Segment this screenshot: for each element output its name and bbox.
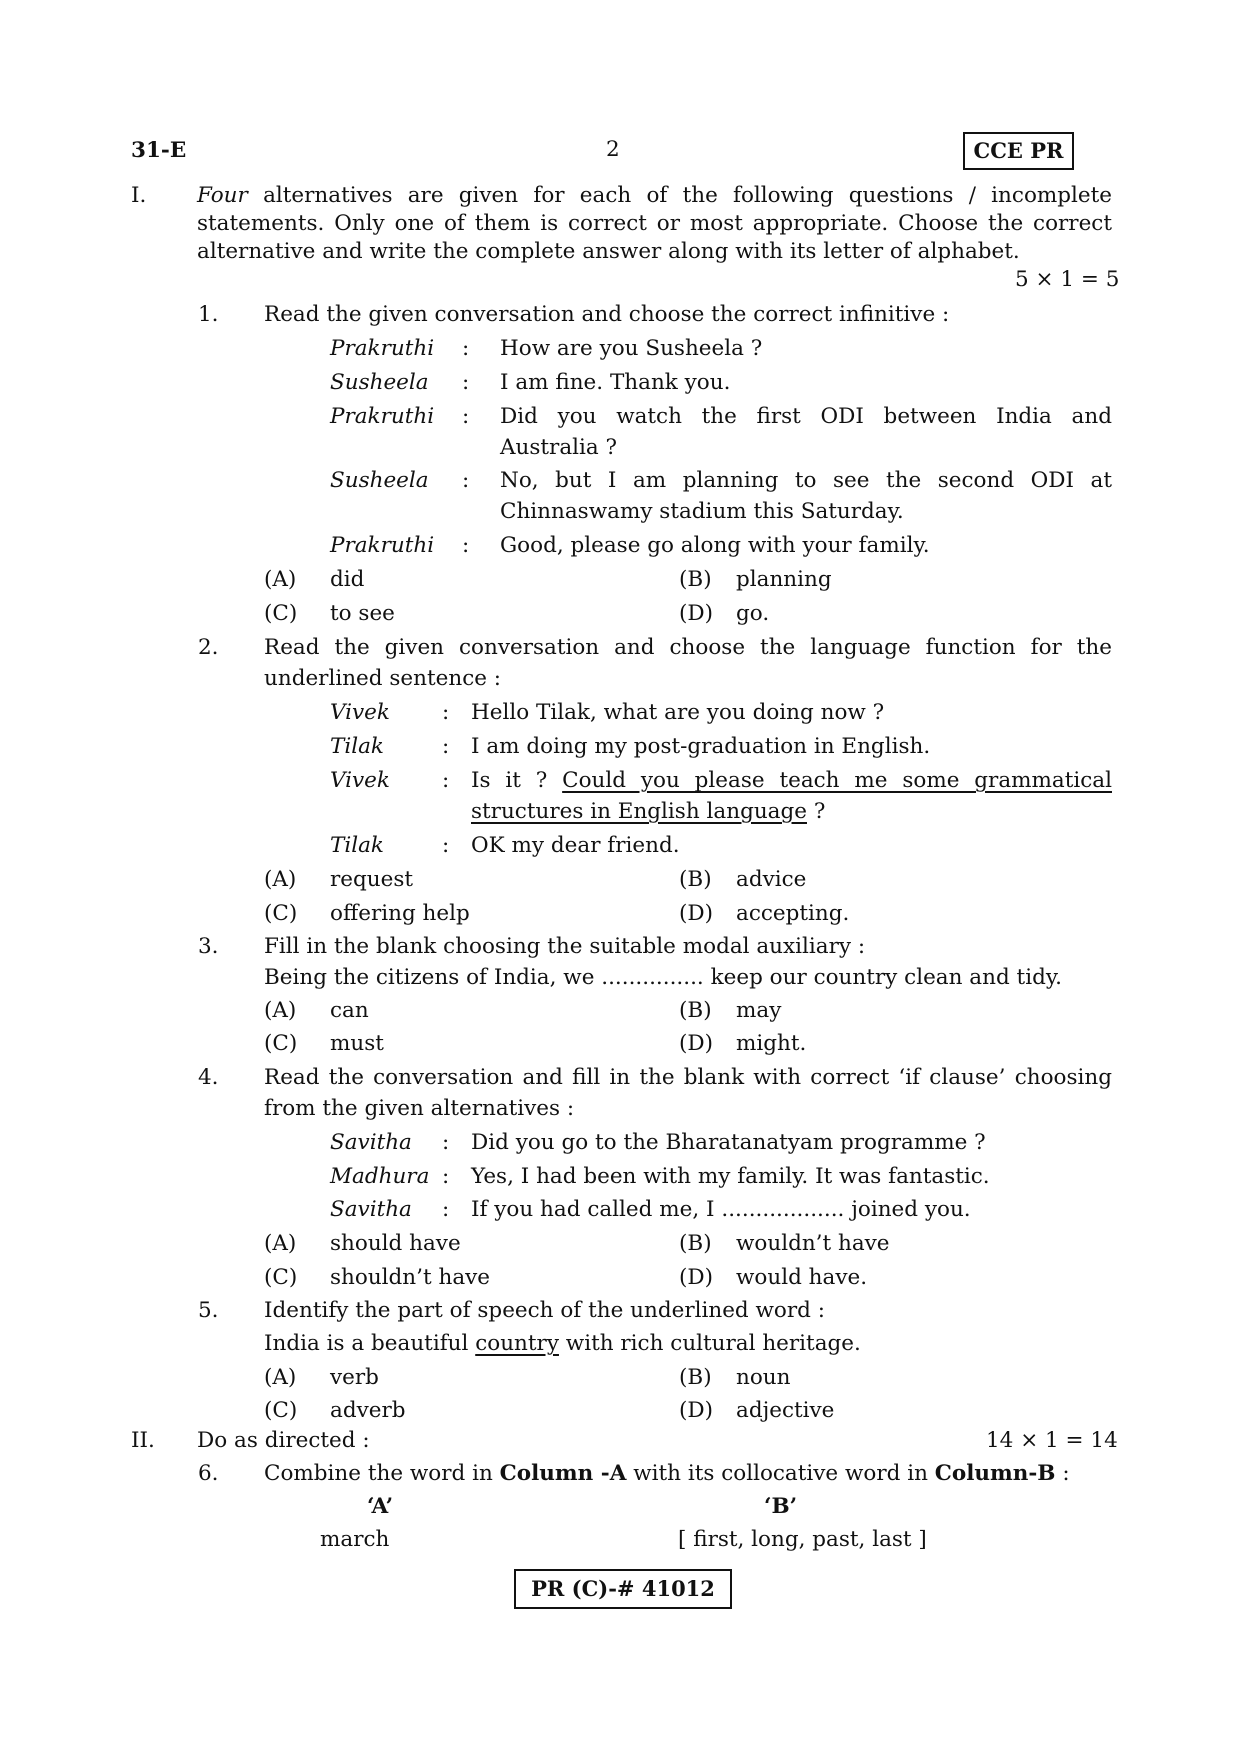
q1-colon: :: [462, 404, 470, 429]
section-1-marks: 5 × 1 = 5: [1015, 267, 1120, 292]
q1-stem: Read the given conversation and choose the correct infinitive :: [264, 302, 950, 327]
q1-option-d-letter: (D): [679, 601, 714, 626]
q3-stem: Fill in the blank choosing the suitable modal auxiliary :: [264, 934, 866, 959]
q4-speaker: Savitha: [330, 1197, 412, 1222]
q5-option-a: verb: [330, 1365, 379, 1390]
q3-option-b: may: [736, 998, 782, 1023]
q1-speaker: Susheela: [330, 468, 429, 493]
q2-stem-line-2: underlined sentence :: [264, 666, 502, 691]
q1-number: 1.: [198, 302, 219, 327]
q5-option-d: adjective: [736, 1398, 835, 1423]
instruction-line-2: statements. Only one of them is correct or most appropriate. Choose the correct: [197, 211, 1112, 236]
q6-stem-part-1: Combine the word in: [264, 1461, 500, 1486]
column-b-label: Column-B: [934, 1461, 1056, 1486]
q4-line: Yes, I had been with my family. It was fantastic.: [471, 1164, 990, 1189]
q3-option-c-letter: (C): [264, 1031, 298, 1056]
q4-line: If you had called me, I .................. joined you.: [471, 1197, 971, 1222]
q2-option-a: request: [330, 867, 414, 892]
page-number: 2: [606, 137, 620, 162]
q4-option-d: would have.: [736, 1265, 868, 1290]
q5-option-c-letter: (C): [264, 1398, 298, 1423]
section-2-title: Do as directed :: [197, 1428, 370, 1453]
q1-line: I am fine. Thank you.: [500, 370, 731, 395]
q5-option-b-letter: (B): [679, 1365, 712, 1390]
q1-line: Did you watch the first ODI between India and: [500, 404, 1112, 429]
q2-option-c: offering help: [330, 901, 470, 926]
footer-code: PR (C)-# 41012: [514, 1569, 732, 1609]
q4-option-b-letter: (B): [679, 1231, 712, 1256]
q2-underlined-part-1: Could you please teach me some grammatical: [562, 768, 1112, 793]
q6-stem: [264, 1461, 1070, 1486]
q4-option-c-letter: (C): [264, 1265, 298, 1290]
q2-line: I am doing my post-graduation in English.: [471, 734, 931, 759]
column-b-header: ‘B’: [764, 1494, 798, 1519]
q2-option-b-letter: (B): [679, 867, 712, 892]
q2-number: 2.: [198, 635, 219, 660]
q4-stem-line-2: from the given alternatives :: [264, 1096, 575, 1121]
q1-line-cont: Australia ?: [500, 435, 618, 460]
column-a-header: ‘A’: [367, 1494, 394, 1519]
column-a-word: march: [320, 1527, 390, 1552]
q2-underlined-part-2: structures in English language: [471, 799, 807, 824]
instruction-italic: Four: [197, 183, 248, 208]
q4-line: Did you go to the Bharatanatyam programme ?: [471, 1130, 986, 1155]
q5-sentence-post: with rich cultural heritage.: [558, 1331, 861, 1356]
q3-option-b-letter: (B): [679, 998, 712, 1023]
q1-speaker: Prakruthi: [330, 336, 435, 361]
q1-line: No, but I am planning to see the second ODI at: [500, 468, 1112, 493]
q5-sentence: [264, 1331, 861, 1356]
column-b-choices: [ first, long, past, last ]: [678, 1527, 927, 1552]
q4-number: 4.: [198, 1065, 219, 1090]
q4-speaker: Savitha: [330, 1130, 412, 1155]
q4-option-b: wouldn’t have: [736, 1231, 890, 1256]
q2-speaker: Tilak: [330, 734, 384, 759]
q2-line: Hello Tilak, what are you doing now ?: [471, 700, 885, 725]
q1-line: How are you Susheela ?: [500, 336, 763, 361]
q5-sentence-pre: India is a beautiful: [264, 1331, 476, 1356]
q2-colon: :: [442, 768, 450, 793]
q2-colon: :: [442, 700, 450, 725]
q2-option-a-letter: (A): [264, 867, 297, 892]
q1-colon: :: [462, 468, 470, 493]
section-2-marks: 14 × 1 = 14: [986, 1428, 1118, 1453]
q2-speaker: Tilak: [330, 833, 384, 858]
paper-code: 31-E: [131, 138, 187, 163]
q4-colon: :: [442, 1130, 450, 1155]
q5-option-c: adverb: [330, 1398, 406, 1423]
instruction-line-3: alternative and write the complete answer along with its letter of alphabet.: [197, 239, 1020, 264]
q1-line: Good, please go along with your family.: [500, 533, 930, 558]
q1-option-c-letter: (C): [264, 601, 298, 626]
q1-colon: :: [462, 336, 470, 361]
q2-speaker: Vivek: [330, 700, 390, 725]
q1-line-cont: Chinnaswamy stadium this Saturday.: [500, 499, 904, 524]
column-a-label: Column -A: [499, 1461, 627, 1486]
q6-stem-part-3: :: [1055, 1461, 1070, 1486]
q1-option-d: go.: [736, 601, 770, 626]
q5-number: 5.: [198, 1298, 219, 1323]
q1-speaker: Prakruthi: [330, 533, 435, 558]
q2-line-pre: Is it ?: [471, 768, 548, 793]
cce-pr-badge: CCE PR: [963, 132, 1074, 170]
q2-line-post: ?: [806, 799, 826, 824]
q4-option-c: shouldn’t have: [330, 1265, 491, 1290]
q3-sentence: Being the citizens of India, we ............... keep our country clean and tidy.: [264, 965, 1062, 990]
q2-option-c-letter: (C): [264, 901, 298, 926]
q3-option-c: must: [330, 1031, 384, 1056]
q1-colon: :: [462, 370, 470, 395]
q1-speaker: Prakruthi: [330, 404, 435, 429]
q4-option-d-letter: (D): [679, 1265, 714, 1290]
q4-colon: :: [442, 1164, 450, 1189]
q3-number: 3.: [198, 934, 219, 959]
q3-option-a: can: [330, 998, 369, 1023]
q2-colon: :: [442, 833, 450, 858]
q2-stem-line-1: Read the given conversation and choose the language function for the: [264, 635, 1112, 660]
q6-stem-part-2: with its collocative word in: [626, 1461, 935, 1486]
q1-speaker: Susheela: [330, 370, 429, 395]
q5-option-d-letter: (D): [679, 1398, 714, 1423]
q2-line-cont: [471, 799, 825, 824]
q5-option-a-letter: (A): [264, 1365, 297, 1390]
q1-option-b-letter: (B): [679, 567, 712, 592]
q6-number: 6.: [198, 1461, 219, 1486]
q4-option-a: should have: [330, 1231, 461, 1256]
q1-option-b: planning: [736, 567, 832, 592]
q2-line: [471, 768, 1112, 793]
instruction-text: alternatives are given for each of the following questions / incomplete: [263, 183, 1113, 208]
q4-speaker: Madhura: [330, 1164, 430, 1189]
q5-underlined-word: country: [475, 1331, 559, 1356]
q2-option-d: accepting.: [736, 901, 850, 926]
q1-option-a: did: [330, 567, 365, 592]
q5-stem: Identify the part of speech of the underlined word :: [264, 1298, 825, 1323]
q1-colon: :: [462, 533, 470, 558]
q5-option-b: noun: [736, 1365, 791, 1390]
q4-option-a-letter: (A): [264, 1231, 297, 1256]
q2-line: OK my dear friend.: [471, 833, 680, 858]
section-1-number: I.: [131, 183, 147, 208]
q3-option-d: might.: [736, 1031, 807, 1056]
q2-colon: :: [442, 734, 450, 759]
q2-option-d-letter: (D): [679, 901, 714, 926]
section-2-number: II.: [131, 1428, 155, 1453]
q3-option-d-letter: (D): [679, 1031, 714, 1056]
q1-option-c: to see: [330, 601, 395, 626]
instruction-line-1: [197, 183, 1112, 208]
q2-option-b: advice: [736, 867, 807, 892]
q1-option-a-letter: (A): [264, 567, 297, 592]
q3-option-a-letter: (A): [264, 998, 297, 1023]
q2-speaker: Vivek: [330, 768, 390, 793]
q4-stem-line-1: Read the conversation and fill in the blank with correct ‘if clause’ choosing: [264, 1065, 1112, 1090]
q4-colon: :: [442, 1197, 450, 1222]
